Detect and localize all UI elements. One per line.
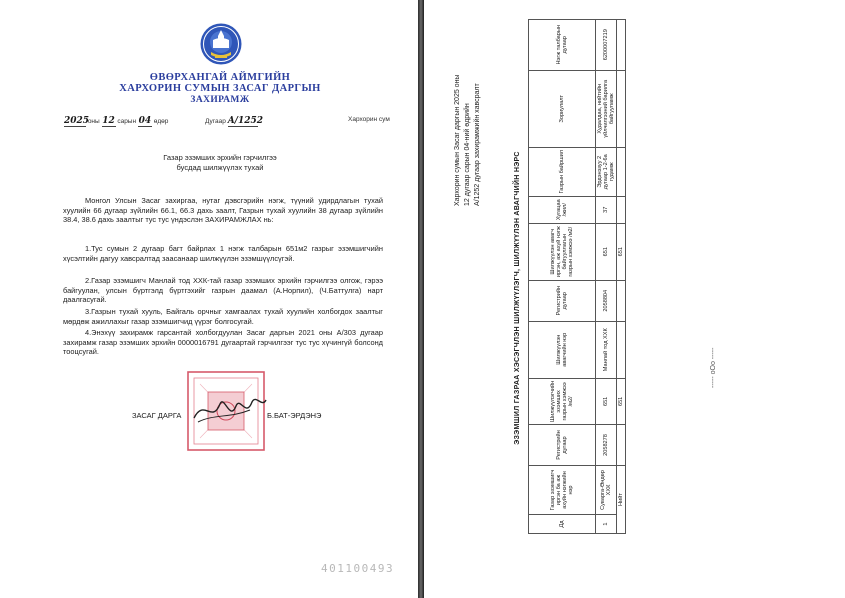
decree-date xyxy=(64,116,168,127)
date-month: 12 xyxy=(102,116,115,126)
issuer-line-2: ХАРХОРИН СУМЫН ЗАСАГ ДАРГЫН xyxy=(119,83,321,94)
annex-rotated-content xyxy=(444,18,844,578)
decree-page xyxy=(0,0,418,598)
date-year: 2025 xyxy=(64,116,90,126)
column-header: Газрын байршил xyxy=(529,147,596,196)
decree-clause-3: 3.Газрын тухай хууль, Байгаль орчныг хамгаалах тухай хуулийн холбогдох заалтыг мөрдөж ажиллахыг газар эзэмшигчид үүрэг болгосугай. xyxy=(63,307,383,326)
date-year-suffix: оны xyxy=(87,118,100,125)
table-cell: Худалдаа, нийтийн үйлчилгээний барилга байгууламж xyxy=(596,70,617,147)
total-area-from: 651 xyxy=(617,378,626,424)
signatory-title: ЗАСАГ ДАРГА xyxy=(132,411,182,420)
date-day-suffix: өдөр xyxy=(153,118,169,125)
decree-number xyxy=(205,116,264,127)
table-cell: 2058278 xyxy=(596,425,617,466)
column-header: Шилжүүлэн авагч иргэн, аж ахуй нэгж байгууллагын газрын хэмжээ /м2/ xyxy=(529,223,596,280)
decree-title-line-1: Газар эзэмших эрхийн гэрчилгээ xyxy=(163,153,277,162)
total-label: Нийт xyxy=(617,466,626,534)
date-day: 04 xyxy=(138,116,152,126)
signatory-name: Б.БАТ-ЭРДЭНЭ xyxy=(267,411,322,420)
document-type: ЗАХИРАМЖ xyxy=(190,95,250,105)
annex-title: ЭЗЭМШИЛ ГАЗРАА ХЭСЭГЧЛЭН ШИЛЖҮҮЛЭГЧ, ШИЛЖҮҮЛЭН АВАГЧИЙН НЭРС xyxy=(514,151,521,445)
annex-header-line-2: 12 дугаар сарын 04-ний өдрийн xyxy=(464,103,471,206)
annex-header-line-1: Хархорин сумын Засаг даргын 2025 оны xyxy=(454,74,461,206)
decree-clause-1: 1.Тус сумын 2 дугаар багт байрлах 1 нэгж талбарын 651м2 газрыг эзэмшигчийн хүсэлтийн дагуу хавсралтад заасанаар шилжүүлэн эзэмшүүлсүгэй. xyxy=(63,244,383,263)
decree-clause-4: 4.Энэхүү захирамж гарсантай холбогдуулан Засаг даргын 2021 оны А/303 дугаар захирамж газар эзэмших эрхийн 0000016791 дугаартай гэрчилгээг тус тус хүчингүй болсонд тооцсугай. xyxy=(63,328,383,357)
decree-place: Хархорин сум xyxy=(348,116,390,123)
handwritten-signature xyxy=(190,388,270,428)
annex-page xyxy=(424,0,845,598)
decree-clause-2: 2.Газар эзэмшигч Манлай тод ХХК-тай газар эзэмших эрхийн гэрчилгээ олгож, гэрээ байгуулан, улсын бүртгэлд бүртгэхийг газрын даамал (А.Норпил), (Ч.Баттулга) нарт даалгасугай. xyxy=(63,276,383,305)
state-emblem-icon xyxy=(199,22,243,66)
column-header: Регистрийн дугаар xyxy=(529,425,596,466)
total-area-to: 651 xyxy=(617,223,626,280)
table-cell: Эрдэнэзуу 2 дугаар 1-2-6а гудамж xyxy=(596,147,617,196)
column-header: Шилжүүлэн авагчийн нэр xyxy=(529,321,596,378)
table-cell: 6200007219 xyxy=(596,19,617,70)
table-cell: 651 xyxy=(596,378,617,424)
table-row xyxy=(596,19,617,533)
issuer-line-1: ӨВӨРХАНГАЙ АЙМГИЙН xyxy=(149,72,291,83)
table-cell: 2058804 xyxy=(596,280,617,321)
transfer-table xyxy=(528,19,626,534)
table-total-row xyxy=(617,19,626,533)
column-header: Газар эзэмшигч иргэн ба аж ахуйн нэгжийн нэр xyxy=(529,466,596,515)
column-header: Зориулалт xyxy=(529,70,596,147)
column-header: Регистрийн дугаар xyxy=(529,280,596,321)
decree-title-line-2: бусдад шилжүүлэх тухай xyxy=(176,163,264,172)
column-header: Шилжүүлэгчийн эзэмших газрын хэмжээ /м2/ xyxy=(529,378,596,424)
date-month-suffix: сарын xyxy=(117,118,137,125)
number-value: A/1252 xyxy=(227,116,264,126)
decree-preamble: Монгол Улсын Засаг захиргаа, нутаг дэвсгэрийн нэгж, түүний удирдлагын тухай хуулийн 66 дугаар зүйлийн 66.1, 66.3 дахь заалт, Газрын тухай хуулийн 38 дугаар зүйлийн 38.4, 38.6 дахь заалтыг тус тус үндэслэн ЗАХИРАМЖЛАХ нь: xyxy=(63,196,383,225)
number-label: Дугаар xyxy=(205,118,226,125)
table-cell: 1 xyxy=(596,515,617,534)
column-header: Хугацаа /жил/ xyxy=(529,196,596,223)
table-cell: Манлай тод ХХК xyxy=(596,321,617,378)
annex-header-line-3: А/1252 дугаар захирамжийн хавсралт xyxy=(474,83,481,206)
annex-footer: ----- oOo ----- xyxy=(710,347,717,388)
scan-number: 401100493 xyxy=(321,562,395,575)
table-cell: Суварга-Өндөр ХХК xyxy=(596,466,617,515)
table-header-row xyxy=(529,19,596,533)
table-cell: 651 xyxy=(596,223,617,280)
column-header: Нэгж талбарын дугаар xyxy=(529,19,596,70)
table-cell: 37 xyxy=(596,196,617,223)
column-header: Дд xyxy=(529,515,596,534)
